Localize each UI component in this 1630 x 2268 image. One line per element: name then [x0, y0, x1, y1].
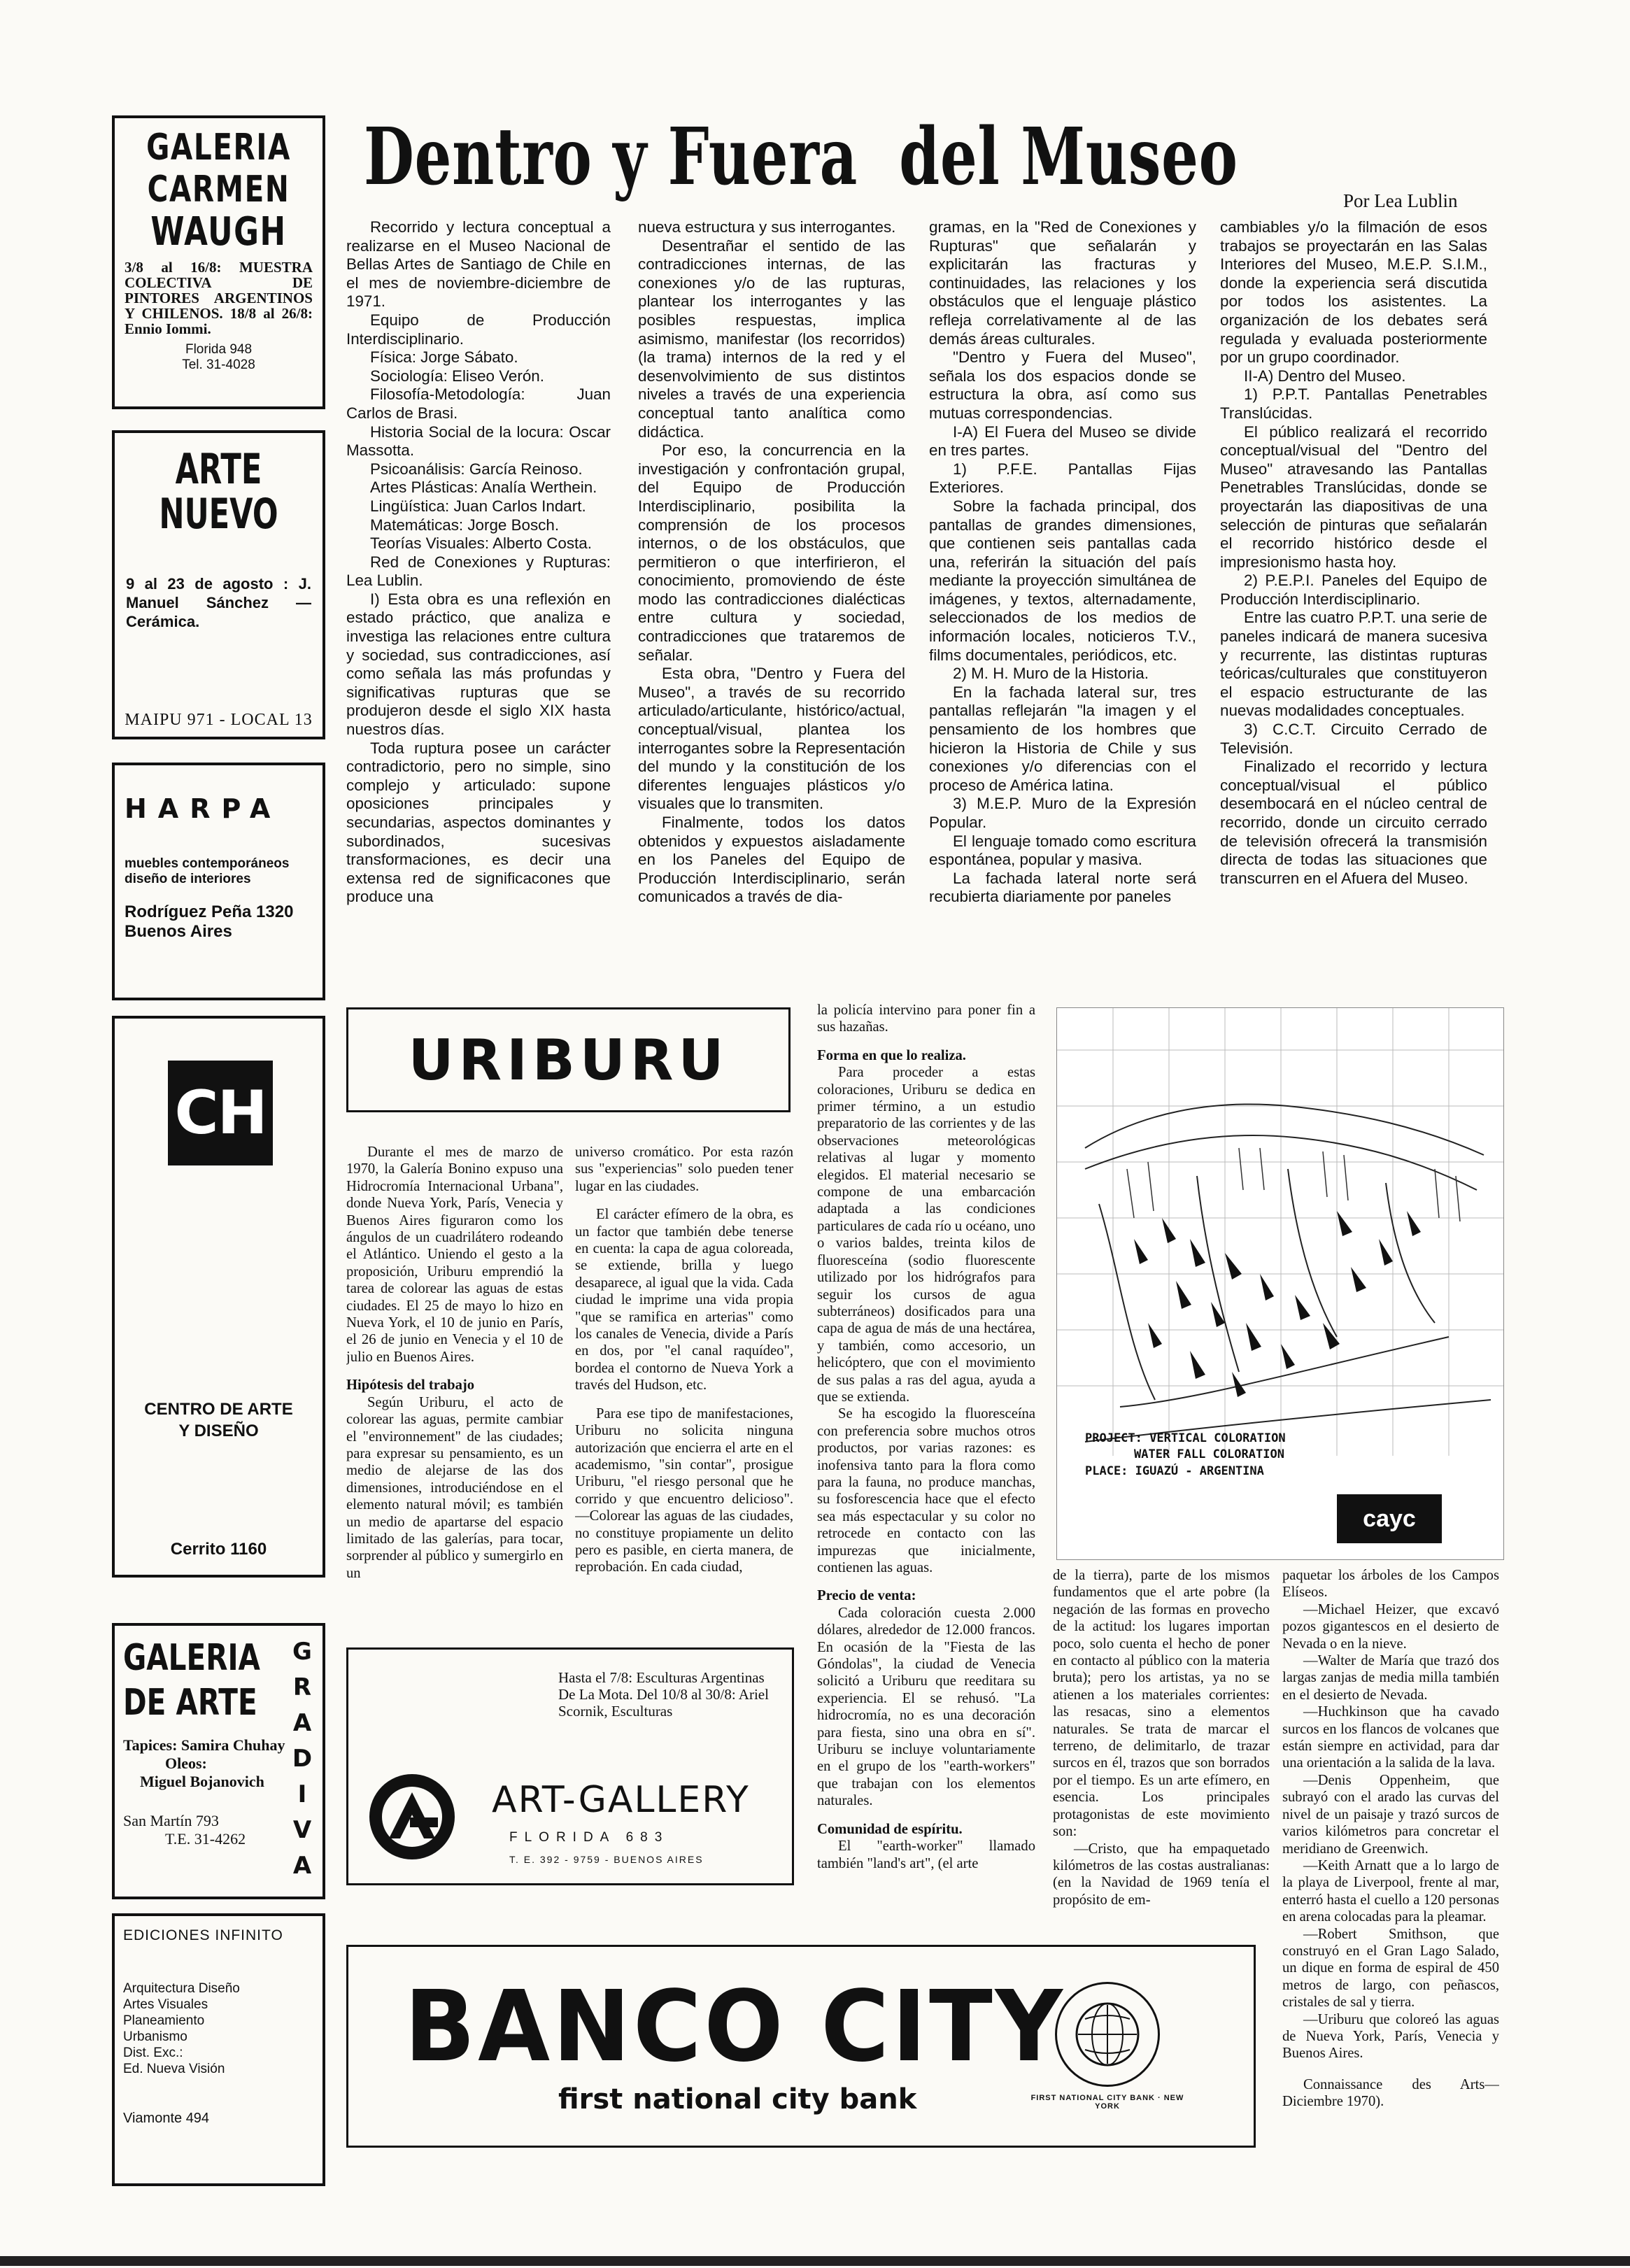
infinito-address: Viamonte 494 [123, 2111, 210, 2126]
paragraph: El "earth-worker" llamado también "land's art", (el arte [817, 1838, 1035, 1871]
gradiva-vertical [292, 1634, 313, 1884]
paragraph: Durante el mes de marzo de 1970, la Galería Bonino expuso una Hidrocromía Internacional Urbana", donde Nueva York, París, Venecia y Buenos Aires figuraron como los ángulos de un cuadrilátero rodeando el Atlántico. Uniendo el gesto a la proposición, Uriburu emprendió la tarea de colorear las aguas de estas ciudades. El 25 de mayo lo hizo en Nueva York, el 10 de junio en París, el 26 de junio en Venecia y el 10 de julio en Buenos Aires. [346, 1144, 563, 1365]
paragraph: universo cromático. Por esta razón sus "experiencias" solo pueden tener lugar en las ciudades. [575, 1144, 793, 1194]
gradiva-letter: G [292, 1638, 312, 1666]
uriburu-column-2 [575, 1144, 793, 1620]
infinito-item: Dist. Exc.: [123, 2046, 183, 2060]
infinito-list [123, 1980, 314, 2077]
paragraph: —Huchkinson que ha cavado surcos en los flancos de volcanes que están siempre en actividad, para dar una orientación a la salida de la lava. [1282, 1704, 1499, 1771]
paragraph: Física: Jorge Sábato. [370, 348, 518, 367]
carmen-title-line: WAUGH [150, 209, 287, 255]
paragraph: —Michael Heizer, que excavó pozos gigantescos en el desierto de Nevada o en la nieve. [1282, 1601, 1499, 1652]
article-column-3 [929, 218, 1196, 998]
paragraph: de la tierra), parte de los mismos fundamentos que el arte pobre (la negación de las formas en provecho de la actitud: los lugares importan poco, solo cuenta el hecho de poner en contacto al público con la materia bruta); pero los artistas, ya no se atienen a los materiales corrientes: las resacas, sino a elementos naturales. Se trata de marcar el terreno, de delimitarlo, de trazar surcos en él, trazos que son borrados por el tiempo. Es un arte efímero, en esencia. Los principales protagonistas de este movimiento son: [1053, 1568, 1270, 1840]
ad-arte-nuevo [112, 430, 325, 739]
gradiva-letter: R [292, 1673, 312, 1701]
paragraph: —Uriburu que coloreó las aguas de Nueva York, París, Venecia y Buenos Aires. [1282, 2011, 1499, 2062]
paragraph: Sociología: Eliseo Verón. [370, 367, 544, 385]
paragraph: Para proceder a estas coloraciones, Uriburu se dedica en primer término, a un estudio preparatorio de las corrientes y de las observaciones meteorológicas relativas al lugar y momento elegidos. El material necesario se compone de una embarcación adaptada a las condiciones particulares de cada río u océano, uno o varios baldes, treinta kilos de fluoresceína (sodio fluorescente utilizado por los hidrógrafos para seguir los cursos de agua subterráneos) dosificados para una capa de agua de más de una hectárea, y también, como accesorio, un helicóptero, que con el movimiento de sus palas a ras del agua, ayuda a que se extienda. [817, 1065, 1035, 1405]
paragraph: La fachada lateral norte será recubierta diariamente por paneles [929, 869, 1196, 906]
arte-nuevo-body: 9 al 23 de agosto : J. Manuel Sánchez — Cerámica. [126, 575, 311, 630]
gradiva-line: Miguel Bojanovich [140, 1773, 264, 1790]
gradiva-letter: D [292, 1745, 313, 1773]
section-heading: Precio de venta: [817, 1588, 916, 1604]
cayc-logo [1337, 1494, 1442, 1543]
paragraph: El carácter efímero de la obra, es un factor que también debe tenerse en cuenta: la capa de agua coloreada, se extiende, brilla y luego desaparece, al igual que la vida. Cada ciudad le imprime una vida propia "que se ramifica en arterias" como los canales de Venecia, divide a París en dos, por "el canal raquídeo", bordea el contorno de Nueva York a través del Hudson, etc. [575, 1207, 793, 1394]
paragraph: paquetar los árboles de los Campos Elíseos. [1282, 1568, 1499, 1601]
paragraph: nueva estructura y sus interrogantes. [638, 218, 896, 236]
paragraph: Historia Social de la locura: Oscar Massotta. [346, 423, 611, 460]
iguazu-illustration [1056, 1007, 1504, 1560]
paragraph: —Cristo, que ha empaquetado kilómetros de las costas australianas: (en la Navidad de 1969 tenía el propósito de em- [1053, 1841, 1270, 1908]
article-column-1 [346, 218, 611, 998]
gradiva-letter: A [292, 1709, 312, 1737]
harpa-title: HARPA [125, 793, 282, 824]
harpa-address: Rodríguez Peña 1320 [125, 902, 294, 921]
cayc-logo-text: cayc [1363, 1505, 1416, 1532]
paragraph: Para ese tipo de manifestaciones, Uriburu no solicita ninguna autorización que encierra el arte en el academismo, "sin contar", prosigue Uriburu, "el riesgo personal que he corrido y que encuentro delicioso". —Colorear las aguas de las ciudades, no constituye propiamente un delito pero es pasible, en cierta manera, de reprobación. En cada ciudad, [575, 1405, 793, 1575]
infinito-item: Artes Visuales [123, 1997, 208, 2012]
gradiva-phone: T.E. 31-4262 [165, 1830, 246, 1848]
carmen-title [125, 127, 313, 254]
paragraph: Sobre la fachada principal, dos pantallas de grandes dimensiones, que contienen seis pantallas cada una, referirán la situación del país mediante la proyección simultánea de imágenes, y textos, alternadamente, seleccionados de los medios de información locales, noticieros T.V., films documentales, periódicos, etc. [929, 497, 1196, 664]
paragraph: 2) P.E.P.I. Paneles del Equipo de Producción Interdisciplinario. [1220, 572, 1487, 608]
paragraph: 3) C.C.T. Circuito Cerrado de Televisión. [1220, 721, 1487, 757]
paragraph: El público realizará el recorrido conceptual/visual del "Dentro del Museo" atravesando las Pantallas Penetrables Translúcidas, donde se proyectarán las diapositivas de una selección de pinturas que señalarán el recorrido histórico desde el impresionismo hasta hoy. [1220, 423, 1487, 571]
art-gallery-name: ART-GALLERY [492, 1779, 750, 1821]
uriburu-title: URIBURU [408, 1027, 729, 1093]
ch-logo-text: CH [174, 1078, 267, 1148]
art-gallery-address: FLORIDA 683 [509, 1830, 669, 1845]
gradiva-address: San Martín 793 [123, 1812, 219, 1829]
carmen-phone: Tel. 31-4028 [182, 357, 255, 372]
paragraph: Lingüística: Juan Carlos Indart. [370, 497, 586, 515]
banco-seal-icon [1055, 1982, 1160, 2087]
gradiva-letter: V [292, 1816, 312, 1844]
paragraph: Matemáticas: Jorge Bosch. [370, 516, 560, 534]
gradiva-title-line: DE ARTE [123, 1682, 257, 1724]
section-heading: Comunidad de espíritu. [817, 1821, 963, 1837]
paragraph: 2) M. H. Muro de la Historia. [953, 665, 1149, 683]
paragraph: cambiables y/o la filmación de esos trabajos se proyectarán en las Salas Interiores del Museo, M.E.P. S.I.M., donde la experiencia será discutida por todos los asistentes. La organización de los debates será regulada y evaluada posteriormente por un grupo coordinador. [1220, 218, 1487, 367]
paragraph: 1) P.P.T. Pantallas Penetrables Translúcidas. [1220, 385, 1487, 422]
paragraph: Finalmente, todos los datos obtenidos y expuestos aisladamente en los Paneles del Equipo de Producción Interdisciplinario, serán comunicados a través de dia- [638, 814, 905, 906]
paragraph: Artes Plásticas: Analía Werthein. [370, 479, 597, 497]
art-gallery-logo-icon [369, 1774, 455, 1859]
paragraph: I) Esta obra es una reflexión en estado práctico, que analiza e investiga las relaciones entre cultura y sociedad, sus contradicciones, así como señala las más profundas y significativas rupturas que se produjeron desde el siglo XIX hasta nuestros días. [346, 590, 611, 739]
gradiva-title-line: GALERIA [123, 1637, 260, 1679]
uriburu-column-5 [1282, 1567, 1499, 2200]
paragraph: Se ha escogido la fluoresceína con preferencia sobre muchos otros productos, por varias razones: es inofensiva tanto para la flora como para la fauna, no produce manchas, su fosforescencia hace que el efecto sea más espectacular y su color no retrocede en contacto con las impurezas que inicialmente, contienen las aguas. [817, 1406, 1035, 1575]
arte-nuevo-footer: MAIPU 971 - LOCAL 13 [125, 711, 313, 729]
gradiva-letter: A [292, 1852, 312, 1880]
art-gallery-text: Hasta el 7/8: Esculturas Argentinas De La Mota. Del 10/8 al 30/8: Ariel Scornik, Esculturas [558, 1669, 769, 1720]
illustration-caption: WATER FALL COLORATION [1134, 1447, 1284, 1461]
article-byline: Por Lea Lublin [1343, 190, 1458, 211]
uriburu-title-box [346, 1007, 791, 1112]
harpa-tagline: diseño de interiores [125, 872, 251, 886]
section-heading: Forma en que lo realiza. [817, 1047, 966, 1063]
paragraph: Por eso, la concurrencia en la investigación y confrontación grupal, del Equipo de Producción Interdisciplinario, posibilita la comprensión de los procesos internos, o de los obstáculos, que permitieron o que interfirieron, el conocimiento, promoviendo de éste modo las contradicciones dialécticas entre cultura y sociedad, contradicciones que trataremos de señalar. [638, 441, 905, 664]
ad-centro-de-arte [112, 1016, 325, 1578]
paragraph: Equipo de Producción Interdisciplinario. [346, 311, 611, 348]
ad-galeria-gradiva [112, 1623, 325, 1899]
paragraph: Recorrido y lectura conceptual a realizarse en el Museo Nacional de Bellas Artes de Santiago de Chile en el mes de noviembre-diciembre de 1971. [346, 218, 611, 311]
paragraph: Según Uriburu, el acto de colorear las aguas, permite cambiar el "environnement" de las ciudades; para expresar su pensamiento, es un medio de alejarse de las dos dimensiones, introduciéndose en el elemento natural móvil; es también un medio de apartarse del espacio limitado de las galerías, para tocar, sorprender al público y sumergirlo en un [346, 1394, 563, 1581]
article-column-2 [638, 218, 905, 998]
gradiva-line: Oleos: [165, 1755, 207, 1772]
paragraph: Toda ruptura posee un carácter contradictorio, pero no simple, sino complejo y articulado: supone oposiciones principales y secundarias, aspectos dominantes y subordinados, sucesivas transformaciones, es decir una extensa red de significacones que produce una [346, 739, 611, 906]
banco-name: BANCO CITY [404, 1970, 1065, 2084]
paragraph: Entre las cuatro P.P.T. una serie de paneles indicará de manera sucesiva y recurrente, las distintas rupturas teóricas/culturales que constituyeron el espacio estructurante de las nuevas modalidades conceptuales. [1220, 609, 1487, 720]
paragraph: Cada coloración cuesta 2.000 dólares, alrededor de 12.000 francos. En ocasión de la "Fiesta de las Góndolas", la ciudad de Venecia solicitó a Uriburu que reeditara su experiencia. El se rehusó. "La hidrocromía, no es una decoración para fiesta, sino una obra en sí". Uriburu se incluye voluntariamente en el grupo de los "earth-workers" que trabajan con los elementos naturales. [817, 1605, 1035, 1809]
ch-logo [168, 1061, 273, 1165]
ad-galeria-carmen-waugh [112, 115, 325, 409]
paragraph: Red de Conexiones y Rupturas: Lea Lublin. [346, 553, 611, 590]
article-title [364, 112, 1343, 210]
source-note: Connaissance des Arts—Diciembre 1970). [1282, 2076, 1499, 2110]
arte-nuevo-title-line: ARTE [175, 445, 262, 494]
harpa-address: Buenos Aires [125, 922, 232, 941]
paragraph: —Denis Oppenheim, que subrayó con el arado las curvas del nivel de un paisaje y trazó surcos de varios kilómetros para concretar el meridiano de Greenwich. [1282, 1772, 1499, 1857]
infinito-title: EDICIONES INFINITO [123, 1927, 283, 1943]
section-heading: Hipótesis del trabajo [346, 1377, 475, 1394]
paragraph: Finalizado el recorrido y lectura conceptual/visual el público desembocará en el núcleo central de recorrido, donde un circuito cerrado de televisión ofrecerá la transmisión directa de todas las situaciones que transcurren en el Afuera del Museo. [1220, 758, 1487, 887]
infinito-item: Ed. Nueva Visión [123, 2062, 225, 2076]
paragraph: 1) P.F.E. Pantallas Fijas Exteriores. [929, 460, 1196, 497]
ad-art-gallery [346, 1647, 794, 1885]
infinito-item: Planeamiento [123, 2013, 205, 2028]
paragraph: "Dentro y Fuera del Museo", señala los dos espacios donde se estructura la obra, así como sus mutuas correspondencias. [929, 348, 1196, 422]
infinito-item: Arquitectura Diseño [123, 1981, 240, 1996]
ad-banco-city [346, 1945, 1256, 2148]
illustration-caption: PLACE: IGUAZÚ - ARGENTINA [1085, 1464, 1264, 1478]
paragraph: 3) M.E.P. Muro de la Expresión Popular. [929, 795, 1196, 831]
carmen-title-line: CARMEN [147, 169, 290, 211]
paragraph: —Keith Arnatt que a lo largo de la playa de Liverpool, frente al mar, enterró hasta el cuello a 120 personas en arena colocadas para la pleamar. [1282, 1857, 1499, 1925]
paragraph: I-A) El Fuera del Museo se divide en tres partes. [929, 423, 1196, 460]
paragraph: En la fachada lateral sur, tres pantallas reflejarán "la imagen y el pensamiento de los hombres que hicieron la Historia de Chile y sus conexiones y/o diferencias con el proceso de América latina. [929, 683, 1196, 794]
carmen-title-line: GALERIA [146, 127, 291, 169]
paragraph: II-A) Dentro del Museo. [1244, 367, 1406, 385]
paragraph: Psicoanálisis: García Reinoso. [370, 460, 583, 478]
uriburu-column-4 [1053, 1567, 1270, 1910]
infinito-item: Urbanismo [123, 2029, 187, 2044]
gradiva-line: Tapices: Samira Chuhay [123, 1736, 285, 1754]
uriburu-column-1 [346, 1144, 563, 1620]
art-gallery-phone: T. E. 392 - 9759 - BUENOS AIRES [509, 1854, 704, 1865]
illustration-caption: PROJECT: VERTICAL COLORATION [1085, 1431, 1286, 1445]
paragraph: El lenguaje tomado como escritura espontánea, popular y masiva. [929, 832, 1196, 869]
article-title-text: Dentro y Fuera del Museo [364, 111, 1238, 203]
paragraph: Desentrañar el sentido de las contradicciones internas, de las conexiones y/o de las rupturas, plantear los interrogantes y las posibles respuestas, implica asimismo, manifestar (los recorridos) (la trama) internos de la red y el desenvolvimiento de sus distintos niveles a través de una experiencia conceptual tanto analítica como didáctica. [638, 236, 905, 441]
paragraph: la policía intervino para poner fin a sus hazañas. [817, 1002, 1035, 1035]
paragraph: Filosofía-Metodología: Juan Carlos de Brasi. [346, 385, 611, 422]
paragraph: Teorías Visuales: Alberto Costa. [370, 534, 592, 553]
ad-harpa [112, 763, 325, 1000]
paragraph: gramas, en la "Red de Conexiones y Rupturas" que señalarán y explicitarán las fracturas y continuidades, las relaciones y los obstáculos que el lenguaje plástico refleja correlativamente al de las demás áreas culturales. [929, 218, 1196, 348]
bottom-rule [0, 2256, 1630, 2266]
ch-name: CENTRO DE ARTE [144, 1400, 293, 1419]
banco-seal-text: FIRST NATIONAL CITY BANK · NEW YORK [1030, 2094, 1184, 2111]
paragraph: Esta obra, "Dentro y Fuera del Museo", a través de su recorrido articulado/articulante, histórico/actual, conceptual/visual, plantea los interrogantes sobre la Representación del mundo y la constitución de los diferentes lenguajes plásticos y/o visuales que lo transmiten. [638, 665, 905, 813]
ch-address: Cerrito 1160 [170, 1540, 267, 1559]
carmen-address: Florida 948 [185, 342, 253, 357]
arte-nuevo-title-line: NUEVO [159, 490, 278, 539]
article-column-4 [1220, 218, 1487, 998]
carmen-body: 3/8 al 16/8: MUESTRA COLECTIVA DE PINTORES ARGENTINOS Y CHILENOS. 18/8 al 26/8: Ennio Iommi. [125, 259, 313, 337]
banco-sub: first national city bank [558, 2083, 917, 2115]
paragraph: —Robert Smithson, que construyó en el Gran Lago Salado, un dique en forma de espiral de 450 metros de largo, con peñascos, cristales de sal y tierra. [1282, 1926, 1499, 2011]
gradiva-letter: I [297, 1780, 307, 1808]
ch-name: Y DISEÑO [178, 1422, 259, 1440]
harpa-tagline: muebles contemporáneos [125, 856, 290, 871]
paragraph: —Walter de María que trazó dos largas zanjas de media milla también en el desierto de Nevada. [1282, 1653, 1499, 1703]
ad-ediciones-infinito [112, 1913, 325, 2186]
